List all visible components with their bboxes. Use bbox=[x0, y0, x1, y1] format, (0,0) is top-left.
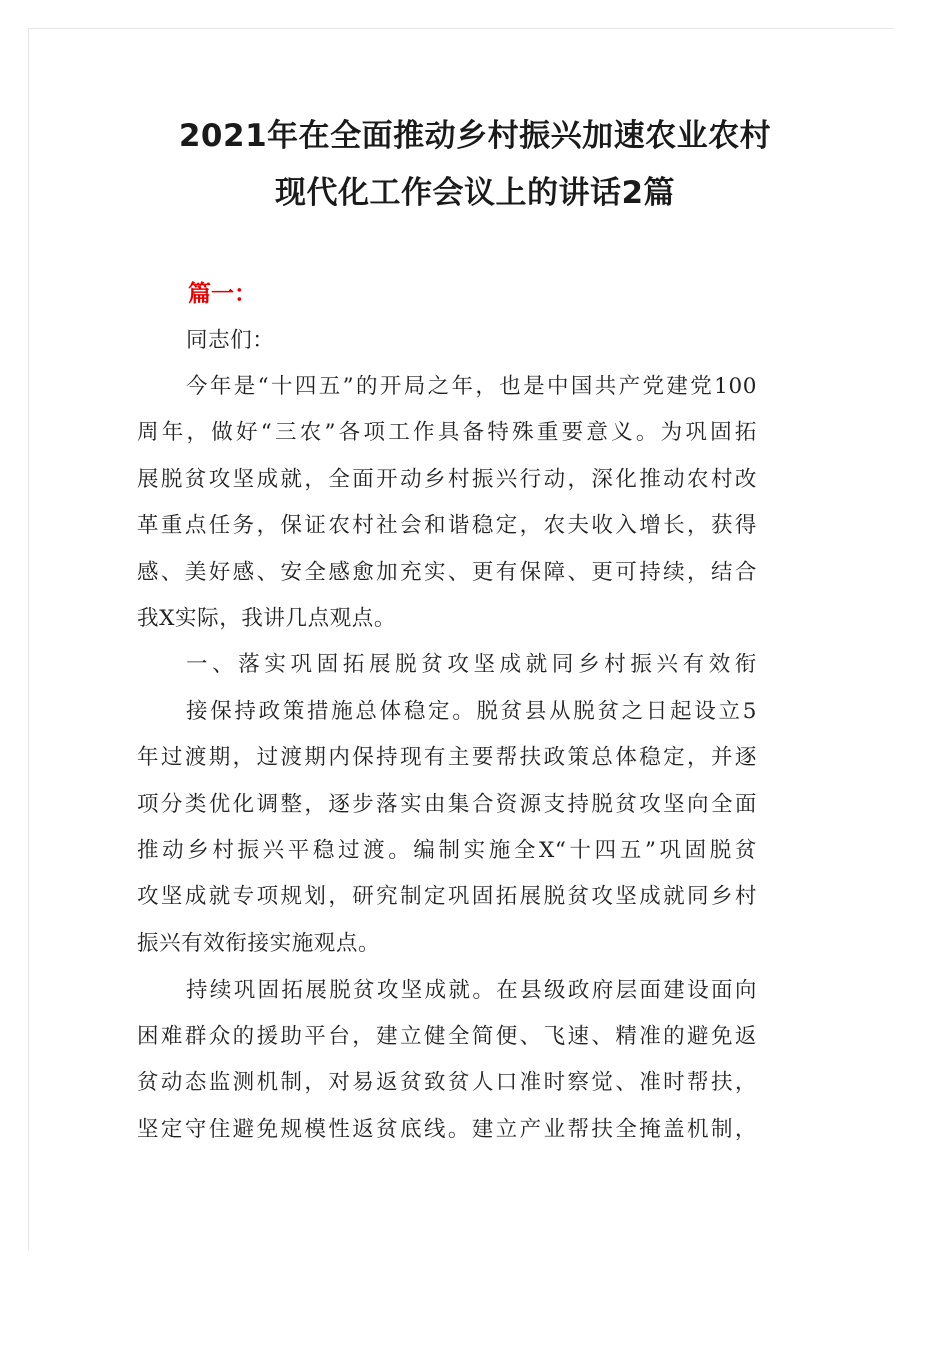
paragraph-line: 展脱贫攻坚成就，全面开动乡村振兴行动，深化推动农村改 bbox=[137, 467, 757, 492]
paragraph-line: 接保持政策措施总体稳定。脱贫县从脱贫之日起设立5 bbox=[186, 699, 757, 724]
paragraph-line: 革重点任务，保证农村社会和谐稳定，农夫收入增长，获得 bbox=[137, 513, 757, 538]
paragraph-line: 周年，做好“三农”各项工作具备特殊重要意义。为巩固拓 bbox=[137, 420, 757, 445]
paragraph-line: 困难群众的援助平台，建立健全简便、飞速、精准的避免返 bbox=[137, 1024, 757, 1049]
document-title-line-2: 现代化工作会议上的讲话2篇 bbox=[274, 175, 676, 211]
paragraph-line: 坚定守住避免规模性返贫底线。建立产业帮扶全掩盖机制， bbox=[137, 1117, 757, 1142]
paragraph-line: 贫动态监测机制，对易返贫致贫人口准时察觉、准时帮扶， bbox=[137, 1070, 757, 1095]
paragraph-line: 攻坚成就专项规划，研究制定巩固拓展脱贫攻坚成就同乡村 bbox=[137, 884, 757, 909]
paragraph-line: 振兴有效衔接实施观点。 bbox=[137, 931, 381, 956]
paragraph-line: 推动乡村振兴平稳过渡。编制实施全X“十四五”巩固脱贫 bbox=[137, 838, 757, 863]
section-label: 篇一： bbox=[188, 281, 257, 307]
heading-line: 一、落实巩固拓展脱贫攻坚成就同乡村振兴有效衔 bbox=[186, 652, 757, 677]
document-title-line-1: 2021年在全面推动乡村振兴加速农业农村 bbox=[178, 118, 772, 154]
paragraph-line: 持续巩固拓展脱贫攻坚成就。在县级政府层面建设面向 bbox=[186, 978, 757, 1003]
paragraph-line: 项分类优化调整，逐步落实由集合资源支持脱贫攻坚向全面 bbox=[137, 792, 757, 817]
paragraph-line: 今年是“十四五”的开局之年，也是中国共产党建党100 bbox=[186, 374, 757, 399]
paragraph-line: 年过渡期，过渡期内保持现有主要帮扶政策总体稳定，并逐 bbox=[137, 745, 757, 770]
salutation-line: 同志们： bbox=[186, 328, 275, 353]
paragraph-line: 我X实际，我讲几点观点。 bbox=[137, 606, 397, 631]
paragraph-line: 感、美好感、安全感愈加充实、更有保障、更可持续，结合 bbox=[137, 560, 757, 585]
